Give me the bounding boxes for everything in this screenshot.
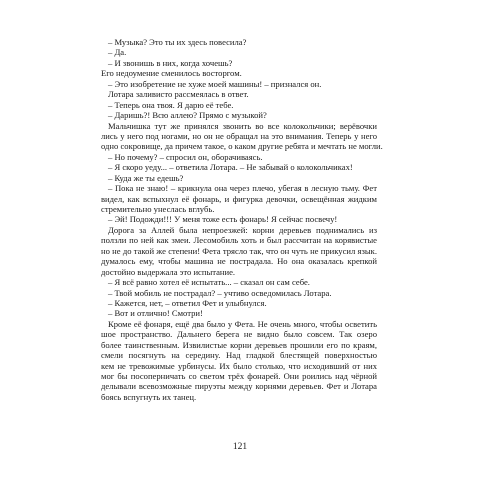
text-line: – Твой мобиль не пострадал? – учтиво осведомилась Лотара. [108,287,332,298]
text-line: Лотара заливисто рассмеялась в ответ. [108,89,249,100]
text-line: ползли по ней как змеи. Лесомобиль хоть и был рассчитан на корявистые [101,235,377,246]
text-line: лись у него под ногами, но он не обращал на это внимания. Теперь у него [101,130,377,141]
text-line: – Да. [108,47,127,58]
text-line: смели посягнуть на середину. Над гладкой блестящей поверхностью [101,350,377,361]
text-line: одно сокровище, да причем такое, о каком другие ребята и мечтать не могли. [101,141,383,152]
text-line: мог бы посоперничать со светом трёх фонарей. Они роились над чёрной [101,371,377,381]
text-line: – Куда же ты едешь? [108,172,184,183]
text-line: – Я скоро уеду... – ответила Лотара. – Не забывай о колокольчиках! [108,162,353,173]
text-line: достойно выдержала это испытание. [101,266,236,277]
text-line: боясь вспугнуть их танец. [101,391,197,402]
text-line: шое пространство. Дальнего берега не видно было совсем. Так озеро [101,329,377,340]
text-line: – Я всё равно хотел её испытать... – сказал он сам себе. [108,277,310,288]
text-line: кем не тревожимые урбинусы. Их было столько, что исходивший от них [101,360,377,371]
text-line: – И звонишь в них, когда хочешь? [108,57,233,68]
text-line: более таинственным. Извилистые корни деревьев прошили его по краям, [101,339,377,350]
page-number: 121 [232,442,248,452]
text-line: Его недоумение сменилось восторгом. [101,68,242,79]
text-line: – Но почему? – спросил он, оборачиваясь. [108,151,263,162]
body-text [101,37,383,402]
text-line: – Даришь?! Всю аллею? Прямо с музыкой? [108,110,267,121]
text-line: – Вот и отлично! Смотри! [108,308,203,319]
text-line: – Музыка? Это ты их здесь повесила? [108,37,247,47]
text-line: – Эй! Подожди!!! У меня тоже есть фонарь! Я сейчас посвечу! [108,214,338,225]
text-line: видел, как вспыхнул её фонарь, и фигурка девочки, освещённая жидким [101,193,377,204]
text-line: – Кажется, нет, – ответил Фет и улыбнулся. [108,297,267,308]
text-line: но не до такой же степени! Фета трясло так, что он чуть не прикусил язык. [101,245,377,256]
text-line: Дорога за Аллей была непроезжей: корни деревьев поднимались из [108,224,377,235]
text-line: – Это изобретение не хуже моей машины! – признался он. [108,78,322,89]
text-line: – Теперь она твоя. Я дарю её тебе. [108,99,234,110]
text-line: делывали всевозможные пируэты между корнями деревьев. Фет и Лотара [101,381,377,392]
text-line: – Пока не знаю! – крикнула она через плечо, убегая в лесную тьму. Фет [108,183,377,194]
text-line: Мальчишка тут же принялся звонить во все колокольчики; верёвочки [108,120,377,131]
text-line: Кроме её фонаря, ещё два было у Фета. Не очень много, чтобы осветить [108,318,377,329]
text-line: стремительно унеслась вглубь. [101,204,215,214]
text-line: думалось ему, чтобы машина не пострадала. Но она оказалась крепкой [101,256,377,267]
